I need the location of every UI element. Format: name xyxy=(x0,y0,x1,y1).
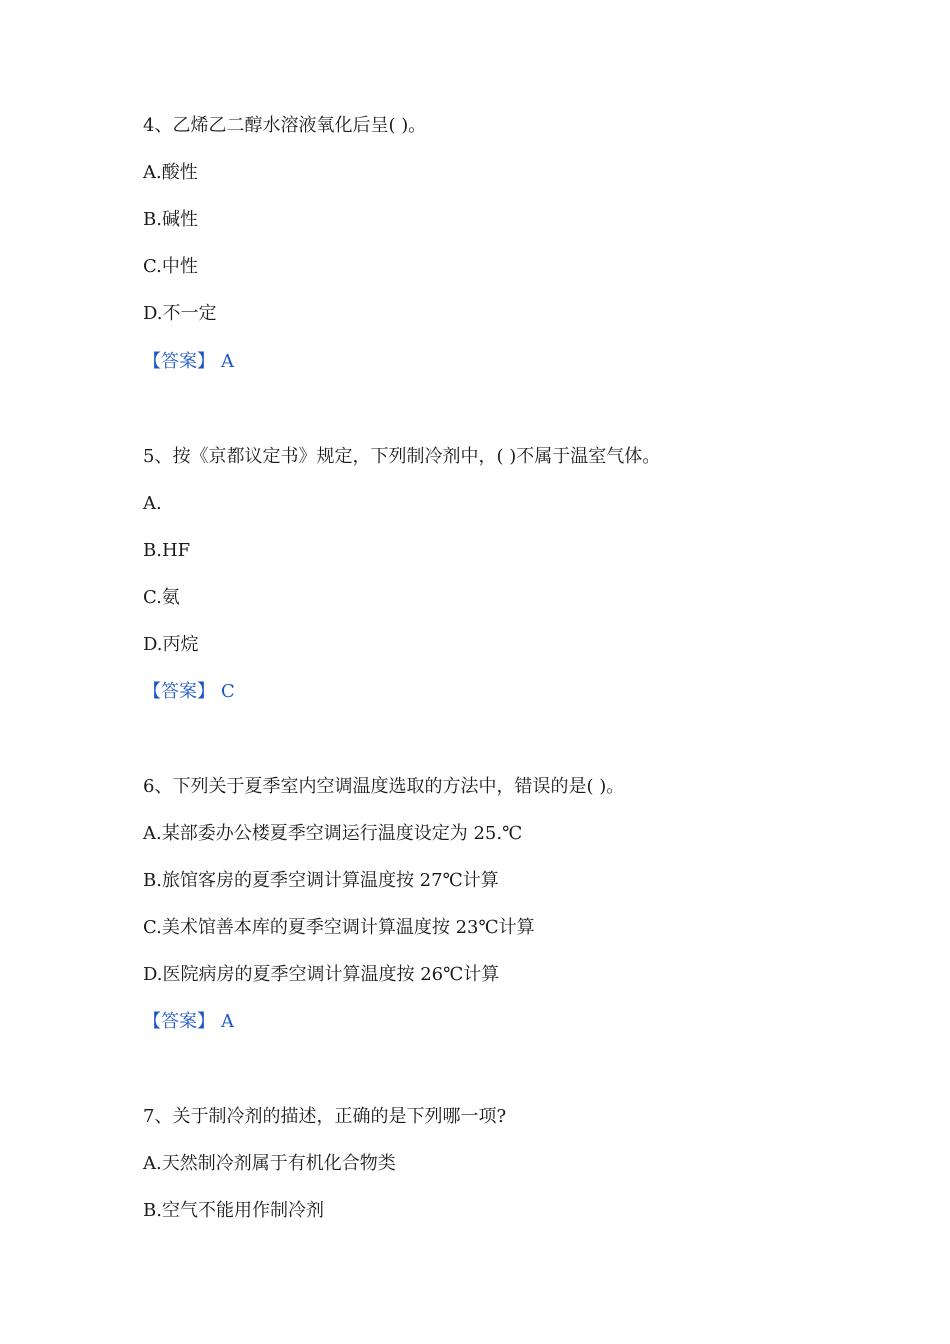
answer-value: A xyxy=(221,1011,234,1032)
answer-value: C xyxy=(221,681,235,702)
question-7-stem: 7、关于制冷剂的描述，正确的是下列哪一项? xyxy=(143,1106,507,1127)
question-6-option-c: C.美术馆善本库的夏季空调计算温度按 23℃计算 xyxy=(143,917,535,938)
answer-label: 【答案】 xyxy=(143,1011,215,1032)
question-6-option-d: D.医院病房的夏季空调计算温度按 26℃计算 xyxy=(143,964,500,985)
question-6-answer xyxy=(143,1010,234,1034)
question-4-stem: 4、乙烯乙二醇水溶液氧化后呈( )。 xyxy=(143,115,427,136)
question-6-option-a: A.某部委办公楼夏季空调运行温度设定为 25.℃ xyxy=(143,823,523,844)
question-5-answer xyxy=(143,680,235,704)
question-5-option-d: D.丙烷 xyxy=(143,634,199,655)
answer-value: A xyxy=(221,351,234,372)
question-4-answer xyxy=(143,350,234,374)
question-4-option-b: B.碱性 xyxy=(143,209,198,230)
question-5-option-b: B.HF xyxy=(143,540,191,561)
question-6-stem: 6、下列关于夏季室内空调温度选取的方法中，错误的是( )。 xyxy=(143,776,625,797)
answer-label: 【答案】 xyxy=(143,681,215,702)
question-4-option-c: C.中性 xyxy=(143,256,198,277)
question-7-option-a: A.天然制冷剂属于有机化合物类 xyxy=(143,1153,396,1174)
answer-label: 【答案】 xyxy=(143,351,215,372)
question-4-option-d: D.不一定 xyxy=(143,303,217,324)
question-5-stem: 5、按《京都议定书》规定，下列制冷剂中，( )不属于温室气体。 xyxy=(143,446,661,467)
question-7-option-b: B.空气不能用作制冷剂 xyxy=(143,1200,324,1221)
question-4-option-a: A.酸性 xyxy=(143,162,198,183)
question-6-option-b: B.旅馆客房的夏季空调计算温度按 27℃计算 xyxy=(143,870,499,891)
question-5-option-a: A. xyxy=(143,493,162,514)
question-5-option-c: C.氨 xyxy=(143,587,180,608)
